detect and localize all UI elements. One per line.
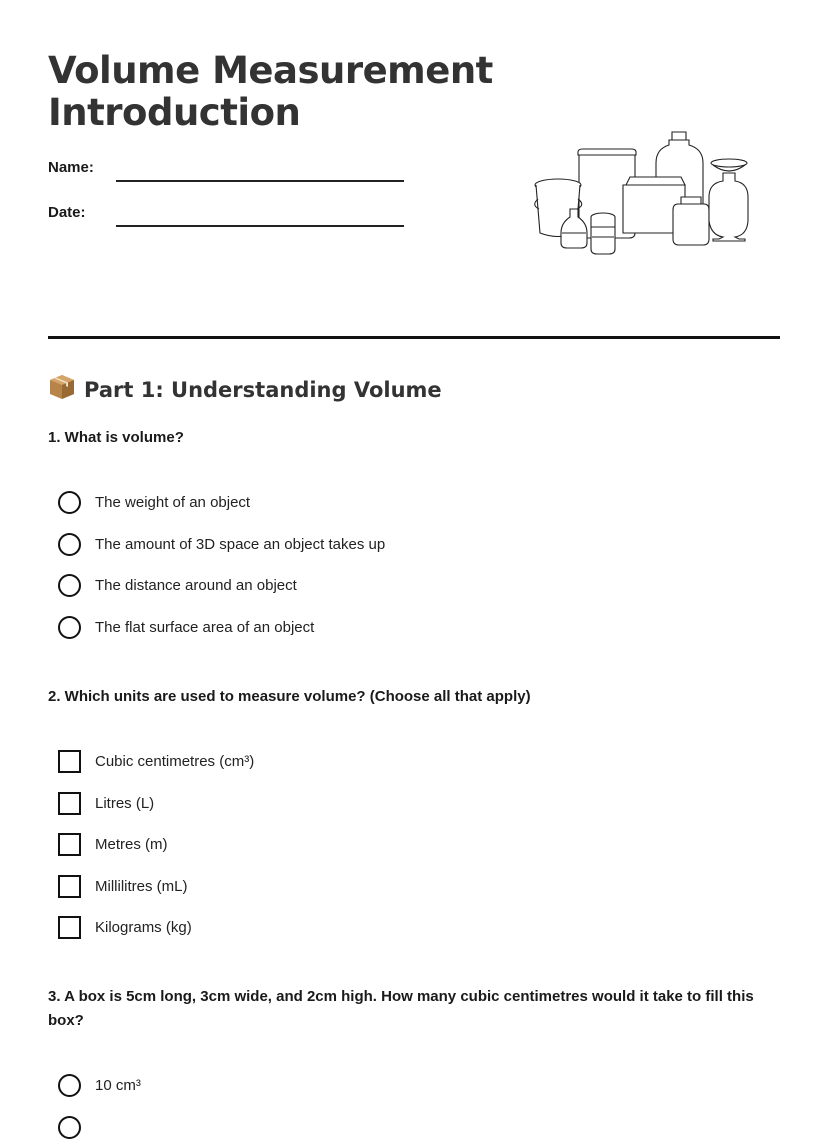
q1-option-2[interactable] — [58, 524, 385, 566]
question-3-options — [58, 1065, 141, 1148]
question-1: 1. What is volume? — [48, 426, 780, 450]
option-label: Litres (L) — [95, 795, 154, 812]
part-1-heading — [48, 373, 442, 402]
option-label: The weight of an object — [95, 494, 250, 511]
part-1-heading-text: Part 1: Understanding Volume — [84, 378, 442, 402]
q3-option-2[interactable] — [58, 1107, 141, 1148]
checkbox[interactable] — [58, 916, 81, 939]
q2-option-2[interactable] — [58, 783, 254, 825]
q1-option-4[interactable] — [58, 607, 385, 649]
radio-button[interactable] — [58, 533, 81, 556]
question-2: 2. Which units are used to measure volume? (Choose all that apply) — [48, 685, 780, 709]
q2-option-3[interactable] — [58, 824, 254, 866]
option-label: The amount of 3D space an object takes up — [95, 536, 385, 553]
option-label: The distance around an object — [95, 577, 297, 594]
q2-option-4[interactable] — [58, 866, 254, 908]
section-divider — [48, 336, 780, 339]
option-label: Millilitres (mL) — [95, 878, 188, 895]
radio-button[interactable] — [58, 1074, 81, 1097]
containers-illustration-icon — [533, 125, 753, 260]
question-3: 3. A box is 5cm long, 3cm wide, and 2cm high. How many cubic centimetres would it take to fill this box? — [48, 985, 780, 1033]
radio-button[interactable] — [58, 491, 81, 514]
name-label: Name: — [48, 159, 94, 176]
date-input-line[interactable] — [116, 225, 404, 227]
name-input-line[interactable] — [116, 180, 404, 182]
checkbox[interactable] — [58, 833, 81, 856]
checkbox[interactable] — [58, 875, 81, 898]
question-2-options — [58, 741, 254, 949]
q2-option-5[interactable] — [58, 907, 254, 949]
option-label: Cubic centimetres (cm³) — [95, 753, 254, 770]
q3-option-1[interactable] — [58, 1065, 141, 1107]
radio-button[interactable] — [58, 1116, 81, 1139]
radio-button[interactable] — [58, 574, 81, 597]
package-box-icon — [48, 373, 76, 401]
page-title: Volume Measurement Introduction — [48, 50, 528, 134]
question-1-options — [58, 482, 385, 648]
option-label: Kilograms (kg) — [95, 919, 192, 936]
checkbox[interactable] — [58, 750, 81, 773]
option-label: The flat surface area of an object — [95, 619, 314, 636]
q1-option-1[interactable] — [58, 482, 385, 524]
option-label: 10 cm³ — [95, 1077, 141, 1094]
q2-option-1[interactable] — [58, 741, 254, 783]
date-label: Date: — [48, 204, 86, 221]
q1-option-3[interactable] — [58, 565, 385, 607]
checkbox[interactable] — [58, 792, 81, 815]
option-label: Metres (m) — [95, 836, 168, 853]
radio-button[interactable] — [58, 616, 81, 639]
